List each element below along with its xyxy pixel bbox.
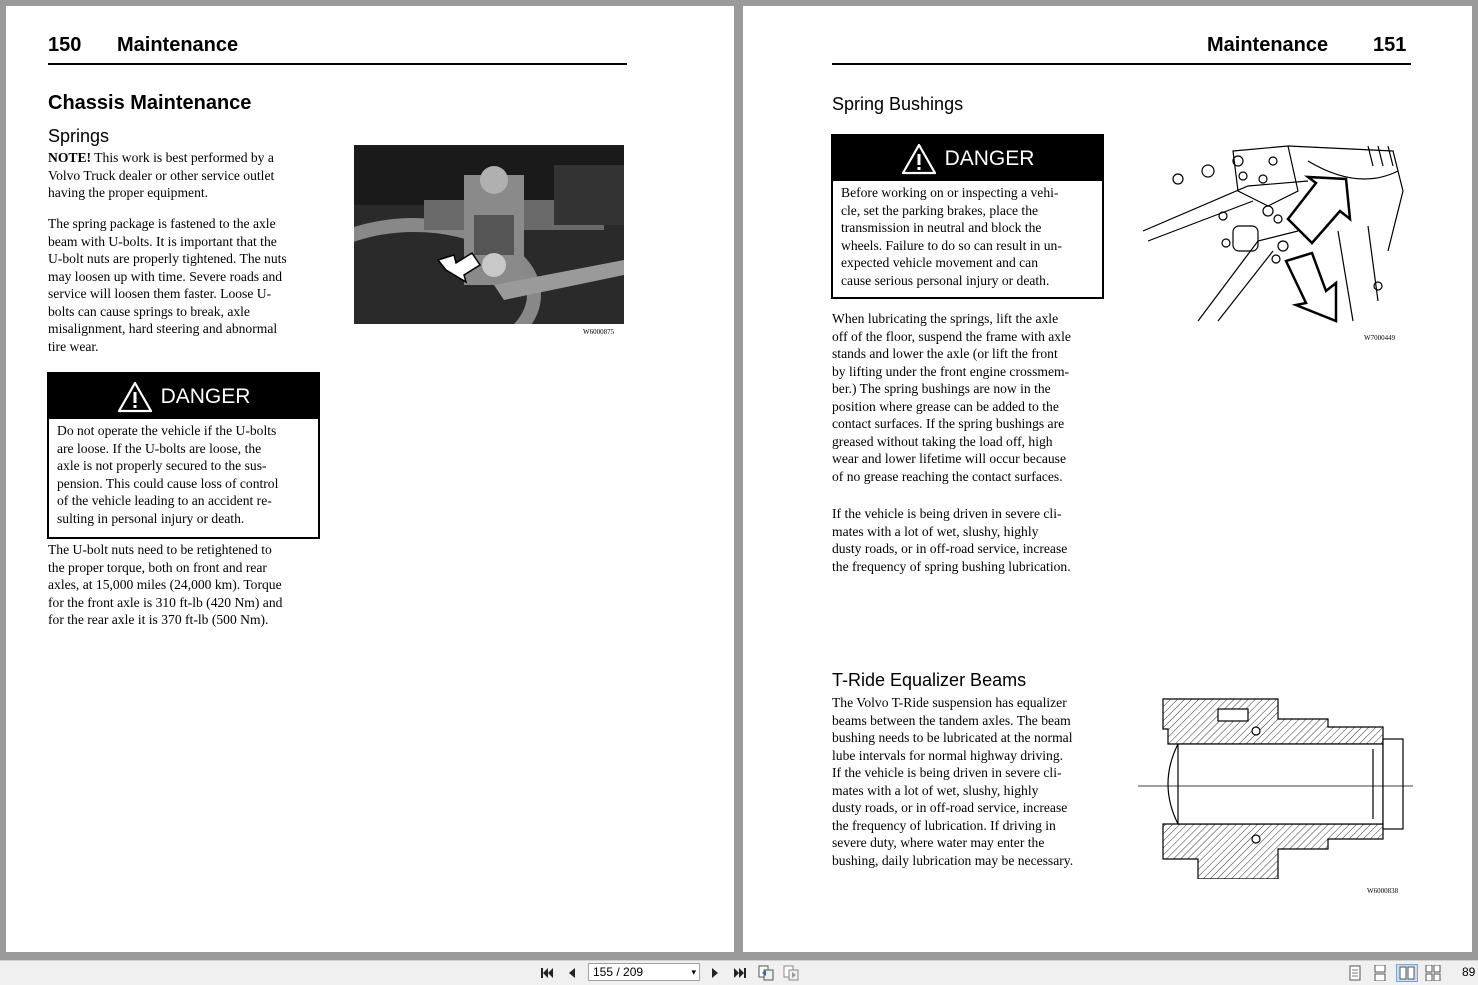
single-continuous-icon[interactable] xyxy=(1371,964,1389,982)
page-number-input[interactable] xyxy=(588,963,700,981)
two-page-icon[interactable] xyxy=(1396,964,1418,982)
spring-bushings-paragraph: When lubricating the springs, lift the axle off of the floor, suspend the frame with axle stands and lower the axle (or lift the front by lifting under the front engine crossmem- ber.) The spring bushings are now in the position where grease can be added to the contact surfaces. If the spring bushings are greased without taking the load off, high wear and lower lifetime will occur because of no grease reaching the contact surfaces. xyxy=(832,311,1071,484)
go-back-view-icon[interactable] xyxy=(757,964,775,982)
danger-box xyxy=(831,134,1104,299)
last-page-icon[interactable] xyxy=(731,964,749,982)
danger-header xyxy=(833,136,1102,181)
header-rule xyxy=(832,63,1411,65)
next-page-icon[interactable] xyxy=(706,964,724,982)
spring-bushings-title: Spring Bushings xyxy=(832,94,964,114)
first-page-icon[interactable] xyxy=(538,964,556,982)
page-header-title: Maintenance xyxy=(117,34,239,56)
danger-text: Before working on or inspecting a vehi- cle, set the parking brakes, place the transmission in neutral and block the wheels. Failure to do so can result in un- expected vehicle movement and can cause serious personal injury or death. xyxy=(841,185,1062,288)
header-rule xyxy=(48,63,627,65)
subsection-title: Springs xyxy=(48,126,110,146)
two-continuous-icon[interactable] xyxy=(1424,964,1442,982)
warning-triangle-icon xyxy=(117,381,153,413)
figure-code: W7000449 xyxy=(1364,334,1396,342)
danger-text: Do not operate the vehicle if the U-bolts are loose. If the U-bolts are loose, the axle is not properly secured to the sus- pension. This could cause loss of control of the vehicle leading to an accident re- sulting in personal injury or death. xyxy=(57,423,279,526)
figure-code: W6000875 xyxy=(583,328,615,336)
warning-triangle-icon xyxy=(901,143,937,175)
t-ride-title: T-Ride Equalizer Beams xyxy=(832,670,1027,690)
severe-climate-paragraph: If the vehicle is being driven in severe cli- mates with a lot of wet, slushy, highly dusty roads, or in off-road service, increase the frequency of spring bushing lubrication. xyxy=(832,506,1071,574)
danger-label: DANGER xyxy=(944,146,1035,170)
go-forward-view-icon[interactable] xyxy=(782,964,800,982)
page-number: 151 xyxy=(1373,34,1407,56)
note-text: This work is best performed by a Volvo Truck dealer or other service outlet having the proper equipment. xyxy=(48,150,275,200)
note-label: NOTE! xyxy=(48,150,92,165)
springs-paragraph: The spring package is fastened to the axle beam with U-bolts. It is important that the U-bolt nuts are properly tightened. The nuts may loosen up with time. Severe roads and service will loosen them faster. Loose U- bolts can cause springs to break, axle misalignment, hard steering and abnormal tire wear. xyxy=(48,216,287,354)
torque-paragraph: The U-bolt nuts need to be retightened to the proper torque, both on front and rear axles, at 15,000 miles (24,000 km). Torque for the front axle is 310 ft-lb (420 Nm) and for the rear axle it is 370 ft-lb (500 Nm). xyxy=(48,542,283,627)
danger-label: DANGER xyxy=(160,384,251,408)
spring-bushing-diagram xyxy=(1138,131,1413,331)
single-page-icon[interactable] xyxy=(1346,964,1364,982)
zoom-level[interactable]: 89 xyxy=(1462,965,1476,979)
danger-header xyxy=(49,374,318,419)
page-indicator: 155 / 209 xyxy=(593,965,644,979)
right-document-page xyxy=(743,6,1472,952)
page-number: 150 xyxy=(48,34,82,56)
equalizer-beam-diagram xyxy=(1138,689,1413,879)
dropdown-caret-icon: ▾ xyxy=(691,967,696,977)
u-bolt-photo xyxy=(354,145,624,324)
viewer-toolbar xyxy=(0,960,1478,985)
page-header-title: Maintenance xyxy=(1207,34,1329,56)
danger-box xyxy=(47,372,320,539)
section-title: Chassis Maintenance xyxy=(48,92,252,114)
prev-page-icon[interactable] xyxy=(563,964,581,982)
figure-code: W6000838 xyxy=(1367,887,1399,895)
note-paragraph xyxy=(48,149,320,202)
left-document-page xyxy=(6,6,734,952)
t-ride-paragraph: The Volvo T-Ride suspension has equalizer beams between the tandem axles. The beam bushing needs to be lubricated at the normal lube intervals for normal highway driving. If the vehicle is being driven in severe cli- mates with a lot of wet, slushy, highly dusty roads, or in off-road service, increase the frequency of lubrication. If driving in severe duty, where water may enter the bushing, daily lubrication may be necessary. xyxy=(832,695,1074,868)
